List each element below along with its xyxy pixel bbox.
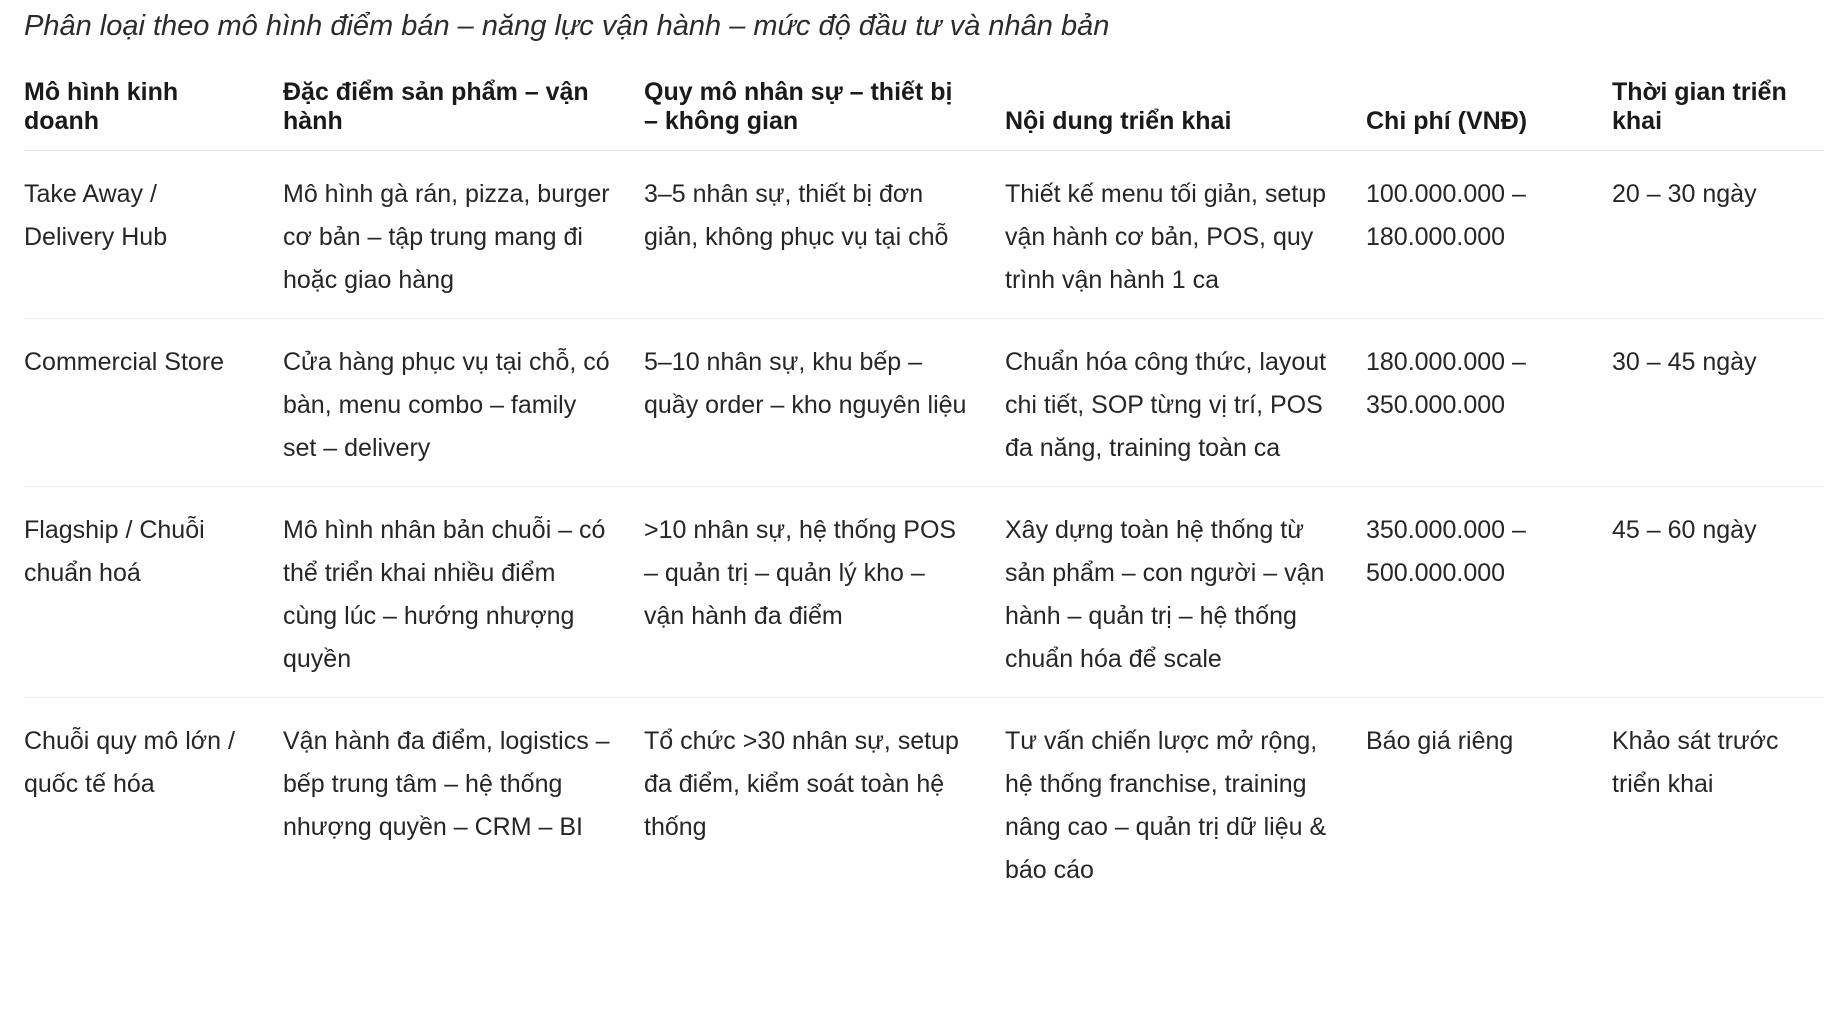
pricing-table [24,78,1824,908]
cell-business-model: Take Away / Delivery Hub [24,151,283,319]
cell-deployment-content: Chuẩn hóa công thức, layout chi tiết, SOP từng vị trí, POS đa năng, training toàn ca [1005,319,1366,487]
header-cost: Chi phí (VNĐ) [1366,78,1612,151]
cell-cost: 350.000.000 – 500.000.000 [1366,487,1612,698]
table-row [24,698,1824,909]
cell-cost: Báo giá riêng [1366,727,1514,755]
table-header-row [24,78,1824,151]
table-row [24,319,1824,487]
cell-duration: 45 – 60 ngày [1612,487,1824,698]
cell-duration: Khảo sát trước triển khai [1612,727,1779,798]
header-staff-scale: Quy mô nhân sự – thiết bị – không gian [644,78,1005,151]
cell-deployment-content: Thiết kế menu tối giản, setup vận hành cơ bản, POS, quy trình vận hành 1 ca [1005,151,1366,319]
cell-product-features: Cửa hàng phục vụ tại chỗ, có bàn, menu combo – family set – delivery [283,319,644,487]
cell-cost: 100.000.000 – 180.000.000 [1366,151,1612,319]
cell-duration: 20 – 30 ngày [1612,151,1824,319]
header-duration: Thời gian triển khai [1612,78,1824,151]
cell-deployment-content: Xây dựng toàn hệ thống từ sản phẩm – con người – vận hành – quản trị – hệ thống chuẩn hóa để scale [1005,487,1366,698]
cell-staff-scale: Tổ chức >30 nhân sự, setup đa điểm, kiểm soát toàn hệ thống [644,727,959,841]
table-row [24,487,1824,698]
cell-business-model: Chuỗi quy mô lớn / quốc tế hóa [24,727,235,798]
header-business-model: Mô hình kinh doanh [24,78,283,151]
cell-cost: 180.000.000 – 350.000.000 [1366,319,1612,487]
cell-product-features: Vận hành đa điểm, logistics – bếp trung tâm – hệ thống nhượng quyền – CRM – BI [283,727,610,841]
cell-deployment-content: Tư vấn chiến lược mở rộng, hệ thống franchise, training nâng cao – quản trị dữ liệu & báo cáo [1005,727,1327,884]
cell-staff-scale: 5–10 nhân sự, khu bếp – quầy order – kho nguyên liệu [644,319,1005,487]
table-caption: Phân loại theo mô hình điểm bán – năng lực vận hành – mức độ đầu tư và nhân bản [24,10,1110,42]
cell-product-features: Mô hình nhân bản chuỗi – có thể triển khai nhiều điểm cùng lúc – hướng nhượng quyền [283,487,644,698]
header-deployment-content: Nội dung triển khai [1005,78,1366,151]
cell-business-model: Commercial Store [24,319,283,487]
cell-staff-scale: 3–5 nhân sự, thiết bị đơn giản, không phục vụ tại chỗ [644,151,1005,319]
header-product-features: Đặc điểm sản phẩm – vận hành [283,78,644,151]
cell-staff-scale: >10 nhân sự, hệ thống POS – quản trị – quản lý kho – vận hành đa điểm [644,487,1005,698]
cell-duration: 30 – 45 ngày [1612,319,1824,487]
table-row [24,151,1824,319]
cell-product-features: Mô hình gà rán, pizza, burger cơ bản – tập trung mang đi hoặc giao hàng [283,151,644,319]
cell-business-model: Flagship / Chuỗi chuẩn hoá [24,487,283,698]
